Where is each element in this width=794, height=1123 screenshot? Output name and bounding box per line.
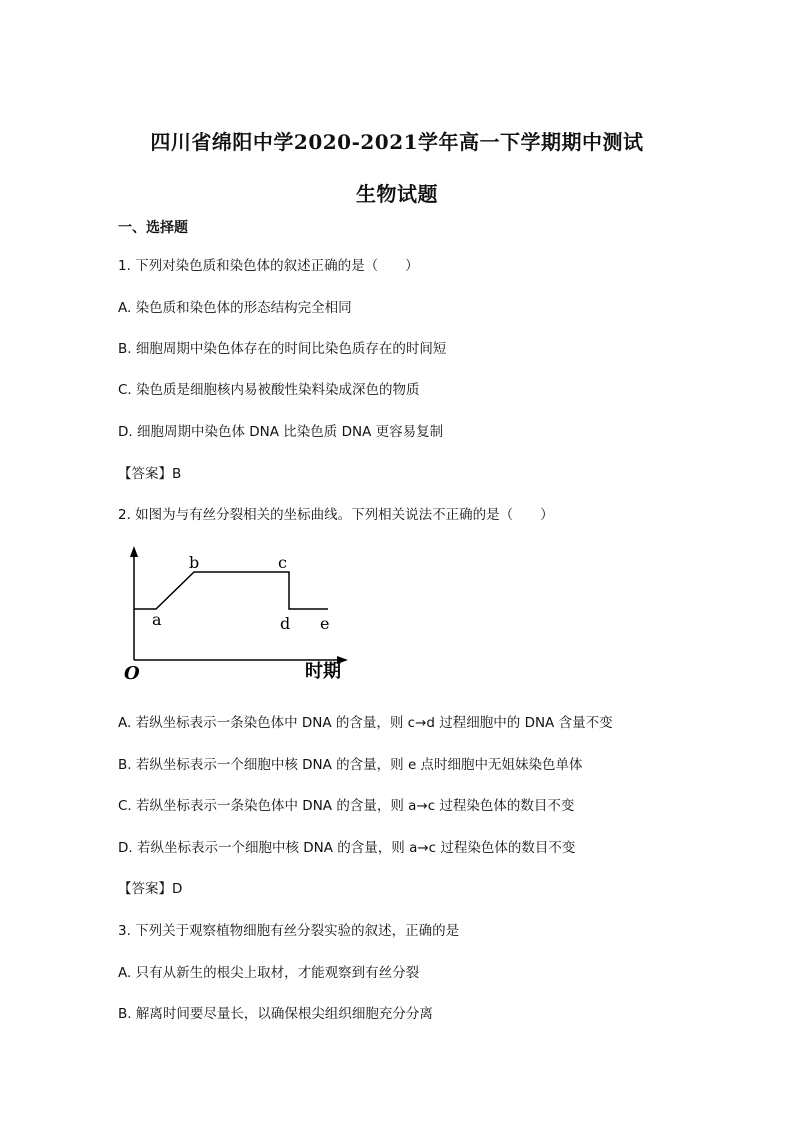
question-1-option-b: B. 细胞周期中染色体存在的时间比染色质存在的时间短 <box>118 341 447 357</box>
question-2-stem: 2. 如图为与有丝分裂相关的坐标曲线。下列相关说法不正确的是（ ） <box>118 507 554 523</box>
question-1-stem: 1. 下列对染色质和染色体的叙述正确的是（ ） <box>118 258 419 274</box>
question-3-stem: 3. 下列关于观察植物细胞有丝分裂实验的叙述，正确的是 <box>118 923 460 939</box>
point-label-c: c <box>278 553 287 572</box>
origin-label: O <box>124 663 140 684</box>
question-2-option-c: C. 若纵坐标表示一条染色体中 DNA 的含量，则 a→c 过程染色体的数目不变 <box>118 798 575 814</box>
question-2-option-d: D. 若纵坐标表示一个细胞中核 DNA 的含量，则 a→c 过程染色体的数目不变 <box>118 840 576 856</box>
document-title: 四川省绵阳中学2020-2021学年高一下学期期中测试 <box>150 130 644 154</box>
point-label-b: b <box>189 553 200 572</box>
question-3-option-a: A. 只有从新生的根尖上取材，才能观察到有丝分裂 <box>118 965 420 981</box>
point-label-d: d <box>280 614 291 633</box>
y-axis-arrow <box>130 546 138 557</box>
question-3-option-b: B. 解离时间要尽量长，以确保根尖组织细胞充分分离 <box>118 1006 433 1022</box>
curve-line <box>134 572 328 609</box>
mitosis-curve-diagram <box>118 543 358 688</box>
x-axis-label: 时期 <box>305 661 341 682</box>
section-heading: 一、选择题 <box>118 220 188 236</box>
question-2-option-a: A. 若纵坐标表示一条染色体中 DNA 的含量，则 c→d 过程细胞中的 DNA 含量不变 <box>118 715 613 731</box>
question-1-answer: 【答案】B <box>118 466 182 482</box>
document-subtitle: 生物试题 <box>356 182 438 206</box>
question-1-option-d: D. 细胞周期中染色体 DNA 比染色质 DNA 更容易复制 <box>118 424 444 440</box>
question-2-option-b: B. 若纵坐标表示一个细胞中核 DNA 的含量，则 e 点时细胞中无姐妹染色单体 <box>118 757 583 773</box>
question-1-option-c: C. 染色质是细胞核内易被酸性染料染成深色的物质 <box>118 382 420 398</box>
question-2-answer: 【答案】D <box>118 881 183 897</box>
question-1-option-a: A. 染色质和染色体的形态结构完全相同 <box>118 300 352 316</box>
point-label-a: a <box>152 610 162 629</box>
point-label-e: e <box>320 614 330 633</box>
